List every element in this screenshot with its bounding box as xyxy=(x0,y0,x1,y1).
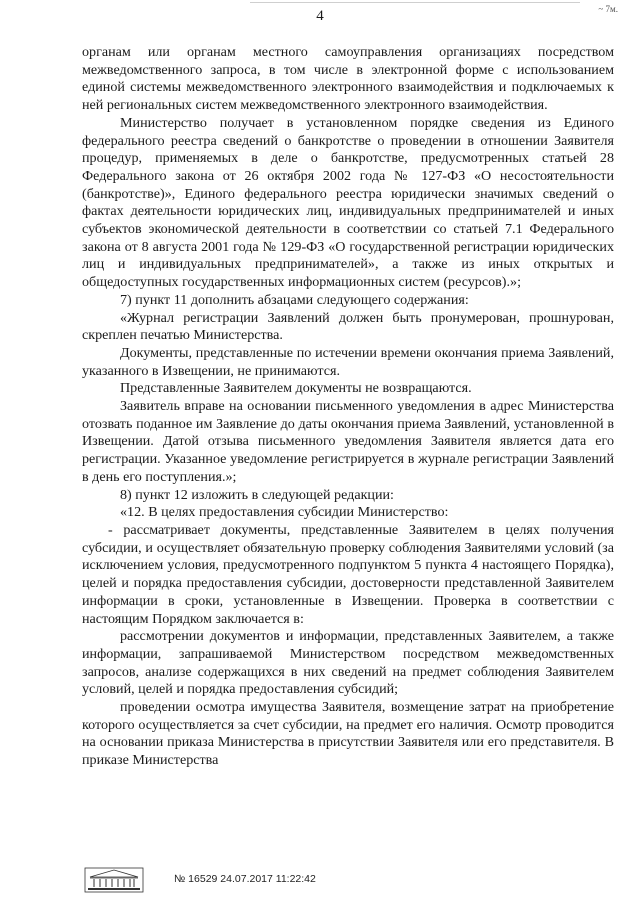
paragraph-item-8: 8) пункт 12 изложить в следующей редакции: xyxy=(120,486,394,503)
page-number: 4 xyxy=(316,8,324,24)
paragraph-withdrawal: Заявитель вправе на основании письменного уведомления в адрес Министерства отозвать поданное им Заявление до даты окончания приема Заявлений, установленной в Извещении. Датой отзыва письменного уведомления Заявителя является дата его регистрации. Указанное уведомление регистрируется в журнале регистрации Заявлений в день его поступления.»; xyxy=(82,398,614,485)
paragraph-no-return: Представленные Заявителем документы не возвращаются. xyxy=(120,380,472,397)
paragraph-journal: «Журнал регистрации Заявлений должен быть пронумерован, прошнурован, скреплен печатью Министерства. xyxy=(82,309,614,344)
government-building-logo-icon xyxy=(84,867,144,893)
paragraph-item-12-heading: «12. В целях предоставления субсидии Министерство: xyxy=(120,504,449,521)
paragraph-continuation: органам или органам местного самоуправления организациях посредством межведомственного запроса, в том числе в электронной форме с использованием единой системы межведомственного электронного взаимодействия и подключаемых к ней региональных систем межведомственного электронного взаимодействия. xyxy=(82,44,614,114)
paragraph-inspection: проведении осмотра имущества Заявителя, возмещение затрат на приобретение которого осуществляется за счет субсидии, на предмет его наличия. Осмотр проводится на основании приказа Министерства в присутствии Заявителя или его представителя. В приказе Министерства xyxy=(82,699,614,769)
paragraph-late-documents: Документы, представленные по истечении времени окончания приема Заявлений, указанного в Извещении, не принимаются. xyxy=(82,344,614,379)
registration-stamp: № 16529 24.07.2017 11:22:42 xyxy=(174,873,316,885)
paragraph-review-documents: - рассматривает документы, представленные Заявителем в целях получения субсидии, и осуществляет обязательную проверку соблюдения Заявителями условий (за исключением условия, предусмотренного подпунктом 5 пункта 4 настоящего Порядка), целей и порядка предоставления субсидии, достоверности представленной Заявителем информации в сроки, установленные в Извещении. Проверка в соответствии с настоящим Порядком заключается в: xyxy=(82,521,614,627)
top-scan-line xyxy=(250,2,580,3)
paragraph-review-information: рассмотрении документов и информации, представленных Заявителем, а также информации, запрашиваемой Министерством посредством межведомственных запросов, анализе содержащихся в них сведений на предмет соблюдения Заявителем условий, целей и порядка предоставления субсидий; xyxy=(82,628,614,698)
corner-handwritten-mark: ~ 7м. xyxy=(598,4,618,14)
paragraph-item-7: 7) пункт 11 дополнить абзацами следующего содержания: xyxy=(120,291,469,308)
registration-footer xyxy=(84,867,484,893)
paragraph-bankruptcy-registry: Министерство получает в установленном порядке сведения из Единого федерального реестра сведений о банкротстве о проведении в отношении Заявителя процедур, применяемых в деле о банкротстве, предусмотренных статьей 28 Федерального закона от 26 октября 2002 года № 127-ФЗ «О несостоятельности (банкротстве)», Единого федерального реестра юридически значимых сведений о фактах деятельности юридических лиц, индивидуальных предпринимателей и иных субъектов экономической деятельности в соответствии со статьей 7.1 Федерального закона от 8 августа 2001 года № 129-ФЗ «О государственной регистрации юридических лиц и индивидуальных предпринимателей», а также из иных открытых и общедоступных государственных информационных систем (ресурсов).»; xyxy=(82,114,614,291)
document-body xyxy=(82,44,614,770)
